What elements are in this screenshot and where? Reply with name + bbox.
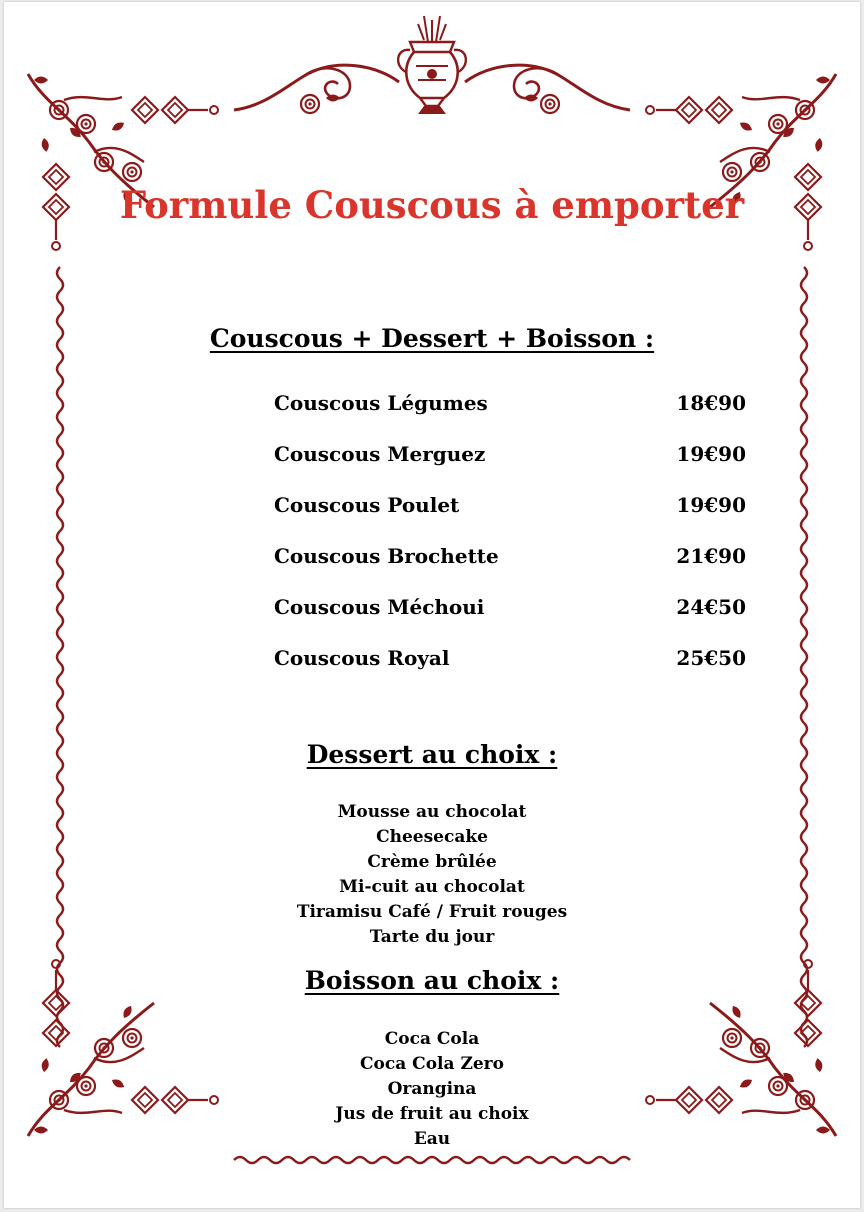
item-price: 19€90	[676, 493, 746, 517]
couscous-price-list	[274, 388, 746, 694]
item-price: 25€50	[676, 646, 746, 670]
list-item: Cheesecake	[376, 827, 488, 847]
menu-page	[4, 2, 860, 1208]
list-item	[274, 388, 746, 439]
item-price: 21€90	[676, 544, 746, 568]
list-item: Coca Cola	[384, 1029, 480, 1049]
list-item: Coca Cola Zero	[360, 1054, 504, 1074]
item-name: Couscous Méchoui	[274, 595, 485, 619]
list-item	[274, 439, 746, 490]
item-price: 18€90	[676, 391, 746, 415]
item-name: Couscous Poulet	[274, 493, 460, 517]
list-item	[274, 541, 746, 592]
item-name: Couscous Brochette	[274, 544, 499, 568]
list-item: Tarte du jour	[369, 927, 495, 947]
dessert-list	[4, 800, 860, 950]
item-name: Couscous Merguez	[274, 442, 486, 466]
list-item	[274, 592, 746, 643]
list-item: Eau	[413, 1129, 451, 1149]
list-item: Tiramisu Café / Fruit rouges	[296, 902, 568, 922]
item-price: 19€90	[676, 442, 746, 466]
drink-heading: Boisson au choix :	[304, 966, 560, 995]
list-item	[274, 643, 746, 694]
page-title: Formule Couscous à emporter	[119, 183, 745, 227]
dessert-heading: Dessert au choix :	[306, 740, 558, 769]
list-item: Mousse au chocolat	[337, 802, 527, 822]
item-price: 24€50	[676, 595, 746, 619]
list-item	[274, 490, 746, 541]
item-name: Couscous Légumes	[274, 391, 488, 415]
list-item: Crème brûlée	[367, 852, 497, 872]
drink-list	[4, 1027, 860, 1152]
item-name: Couscous Royal	[274, 646, 450, 670]
list-item: Mi-cuit au chocolat	[339, 877, 525, 897]
formula-heading: Couscous + Dessert + Boisson :	[209, 324, 655, 353]
list-item: Orangina	[387, 1079, 477, 1099]
list-item: Jus de fruit au choix	[335, 1104, 529, 1124]
